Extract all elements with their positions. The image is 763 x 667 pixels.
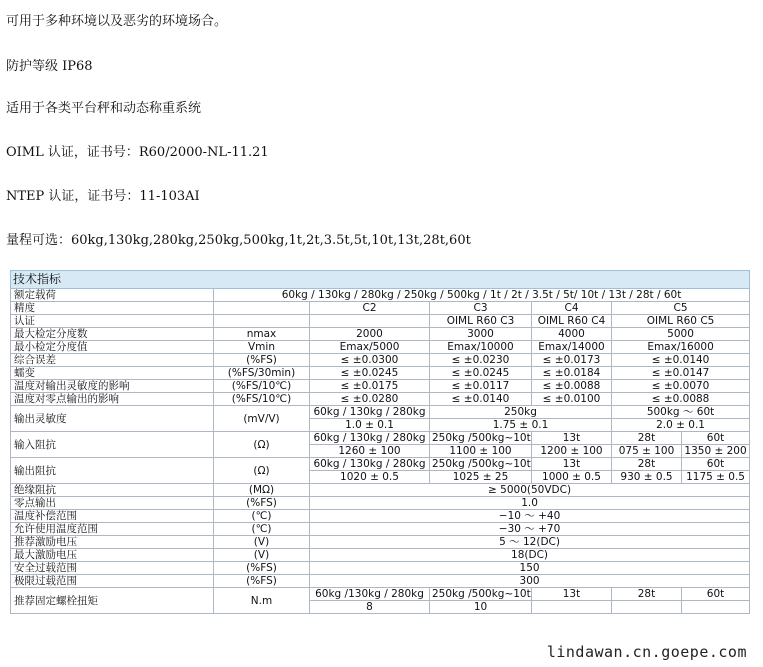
cell-unit bbox=[214, 315, 310, 328]
row-label: 综合误差 bbox=[11, 354, 214, 367]
cell-value: Emax/10000 bbox=[430, 341, 532, 354]
cell-value: ≤ ±0.0070 bbox=[612, 380, 750, 393]
table-row bbox=[11, 510, 750, 523]
cell-unit bbox=[214, 302, 310, 315]
cell-range: 500kg ～ 60t bbox=[612, 406, 750, 419]
cell-value: Emax/14000 bbox=[532, 341, 612, 354]
cell-value: ≤ ±0.0147 bbox=[612, 367, 750, 380]
cell-unit: (%FS) bbox=[214, 575, 310, 588]
cell-unit: (Ω) bbox=[214, 432, 310, 458]
cell-unit: nmax bbox=[214, 328, 310, 341]
cell-value: C4 bbox=[532, 302, 612, 315]
cell-range: 60kg / 130kg / 280kg bbox=[310, 432, 430, 445]
row-label: 蠕变 bbox=[11, 367, 214, 380]
cell-value: ≤ ±0.0245 bbox=[310, 367, 430, 380]
cell-value: ≤ ±0.0280 bbox=[310, 393, 430, 406]
cell-value: C3 bbox=[430, 302, 532, 315]
cell-value: 18(DC) bbox=[310, 549, 750, 562]
cell-value: 4000 bbox=[532, 328, 612, 341]
cell-value: Emax/5000 bbox=[310, 341, 430, 354]
row-label: 推荐激励电压 bbox=[11, 536, 214, 549]
cell-value: ≤ ±0.0140 bbox=[430, 393, 532, 406]
row-label: 绝缘阻抗 bbox=[11, 484, 214, 497]
intro-ntep-cert: NTEP 认证，证书号：11-103AI bbox=[6, 189, 200, 204]
row-label: 输入阻抗 bbox=[11, 432, 214, 458]
intro-capacity-options: 量程可选：60kg,130kg,280kg,250kg,500kg,1t,2t,3.5t,5t,10t,13t,28t,60t bbox=[6, 233, 471, 248]
cell-value: 150 bbox=[310, 562, 750, 575]
cell-value: ≤ ±0.0175 bbox=[310, 380, 430, 393]
row-label: 最小检定分度值 bbox=[11, 341, 214, 354]
cell-range: 13t bbox=[532, 588, 612, 601]
cell-range: 250kg bbox=[430, 406, 612, 419]
cell-value: ≤ ±0.0100 bbox=[532, 393, 612, 406]
watermark-text: lindawan.cn.goepe.com bbox=[546, 643, 747, 661]
cell-unit: (℃) bbox=[214, 510, 310, 523]
cell-range: 60t bbox=[682, 432, 750, 445]
table-row bbox=[11, 406, 750, 419]
cell-range: 60kg /130kg / 280kg bbox=[310, 588, 430, 601]
table-row bbox=[11, 536, 750, 549]
cell-value: ≤ ±0.0173 bbox=[532, 354, 612, 367]
cell-unit: (℃) bbox=[214, 523, 310, 536]
cell-value: 60kg / 130kg / 280kg / 250kg / 500kg / 1t / 2t / 3.5t / 5t/ 10t / 13t / 28t / 60t bbox=[214, 289, 750, 302]
cell-value: 1.0 bbox=[310, 497, 750, 510]
cell-value: 2.0 ± 0.1 bbox=[612, 419, 750, 432]
spec-table bbox=[10, 270, 750, 614]
cell-unit: (Ω) bbox=[214, 458, 310, 484]
cell-range: 60kg / 130kg / 280kg bbox=[310, 406, 430, 419]
spec-table-header bbox=[11, 271, 750, 289]
table-row bbox=[11, 575, 750, 588]
cell-value: OIML R60 C5 bbox=[612, 315, 750, 328]
cell-value: ≤ ±0.0088 bbox=[612, 393, 750, 406]
row-label: 输出灵敏度 bbox=[11, 406, 214, 432]
cell-range: 250kg /500kg~10t bbox=[430, 588, 532, 601]
table-row bbox=[11, 315, 750, 328]
table-row bbox=[11, 523, 750, 536]
table-row bbox=[11, 458, 750, 471]
intro-protection-level: 防护等级 IP68 bbox=[6, 59, 93, 74]
cell-value: Emax/16000 bbox=[612, 341, 750, 354]
cell-unit: (%FS/10℃) bbox=[214, 380, 310, 393]
cell-value: OIML R60 C4 bbox=[532, 315, 612, 328]
table-row bbox=[11, 484, 750, 497]
cell-value: 8 bbox=[310, 601, 430, 614]
table-row bbox=[11, 497, 750, 510]
cell-range: 13t bbox=[532, 458, 612, 471]
cell-value: 1000 ± 0.5 bbox=[532, 471, 612, 484]
cell-value: ≥ 5000(50VDC) bbox=[310, 484, 750, 497]
cell-value: −30 ～ +70 bbox=[310, 523, 750, 536]
cell-unit: (%FS) bbox=[214, 497, 310, 510]
cell-unit: (MΩ) bbox=[214, 484, 310, 497]
cell-value: 1.0 ± 0.1 bbox=[310, 419, 430, 432]
cell-value bbox=[310, 315, 430, 328]
cell-range: 250kg /500kg~10t bbox=[430, 458, 532, 471]
row-label: 安全过载范围 bbox=[11, 562, 214, 575]
cell-range: 13t bbox=[532, 432, 612, 445]
cell-value: 1260 ± 100 bbox=[310, 445, 430, 458]
cell-range: 28t bbox=[612, 432, 682, 445]
cell-value: ≤ ±0.0300 bbox=[310, 354, 430, 367]
cell-unit: (%FS/10℃) bbox=[214, 393, 310, 406]
cell-value: C5 bbox=[612, 302, 750, 315]
row-label: 最大检定分度数 bbox=[11, 328, 214, 341]
intro-environment: 可用于多种环境以及恶劣的环境场合。 bbox=[6, 14, 228, 29]
cell-value: C2 bbox=[310, 302, 430, 315]
table-row bbox=[11, 302, 750, 315]
cell-value: 1025 ± 25 bbox=[430, 471, 532, 484]
cell-range: 60t bbox=[682, 458, 750, 471]
table-row bbox=[11, 380, 750, 393]
cell-value: 10 bbox=[430, 601, 532, 614]
cell-value: 1100 ± 100 bbox=[430, 445, 532, 458]
spec-table-title: 技术指标 bbox=[11, 271, 750, 289]
row-label: 精度 bbox=[11, 302, 214, 315]
cell-value bbox=[682, 601, 750, 614]
row-label: 允许使用温度范围 bbox=[11, 523, 214, 536]
cell-value: OIML R60 C3 bbox=[430, 315, 532, 328]
row-label: 额定载荷 bbox=[11, 289, 214, 302]
table-row bbox=[11, 341, 750, 354]
cell-value bbox=[532, 601, 612, 614]
table-row bbox=[11, 367, 750, 380]
row-label: 极限过载范围 bbox=[11, 575, 214, 588]
cell-range: 28t bbox=[612, 588, 682, 601]
row-label: 推荐固定螺栓扭矩 bbox=[11, 588, 214, 614]
table-row bbox=[11, 328, 750, 341]
cell-unit: (V) bbox=[214, 549, 310, 562]
cell-range: 28t bbox=[612, 458, 682, 471]
cell-value: 1200 ± 100 bbox=[532, 445, 612, 458]
table-row bbox=[11, 562, 750, 575]
cell-value: ≤ ±0.0140 bbox=[612, 354, 750, 367]
table-row bbox=[11, 354, 750, 367]
cell-value: 2000 bbox=[310, 328, 430, 341]
cell-value: 3000 bbox=[430, 328, 532, 341]
cell-unit: (mV/V) bbox=[214, 406, 310, 432]
cell-unit: Vmin bbox=[214, 341, 310, 354]
row-label: 温度对输出灵敏度的影响 bbox=[11, 380, 214, 393]
row-label: 温度对零点输出的影响 bbox=[11, 393, 214, 406]
cell-value: 930 ± 0.5 bbox=[612, 471, 682, 484]
table-row bbox=[11, 393, 750, 406]
cell-unit: N.m bbox=[214, 588, 310, 614]
cell-value bbox=[612, 601, 682, 614]
cell-unit: (V) bbox=[214, 536, 310, 549]
table-row bbox=[11, 588, 750, 601]
cell-value: ≤ ±0.0117 bbox=[430, 380, 532, 393]
cell-value: 075 ± 100 bbox=[612, 445, 682, 458]
table-row bbox=[11, 289, 750, 302]
cell-range: 60kg / 130kg / 280kg bbox=[310, 458, 430, 471]
cell-value: 1175 ± 0.5 bbox=[682, 471, 750, 484]
cell-range: 60t bbox=[682, 588, 750, 601]
cell-value: 300 bbox=[310, 575, 750, 588]
row-label: 温度补偿范围 bbox=[11, 510, 214, 523]
cell-range: 250kg /500kg~10t bbox=[430, 432, 532, 445]
intro-applications: 适用于各类平台秤和动态称重系统 bbox=[6, 101, 202, 116]
cell-value: 5 ～ 12(DC) bbox=[310, 536, 750, 549]
row-label: 最大激励电压 bbox=[11, 549, 214, 562]
row-label: 零点输出 bbox=[11, 497, 214, 510]
table-row bbox=[11, 432, 750, 445]
cell-unit: (%FS/30min) bbox=[214, 367, 310, 380]
cell-value: ≤ ±0.0230 bbox=[430, 354, 532, 367]
cell-unit: (%FS) bbox=[214, 562, 310, 575]
cell-value: 5000 bbox=[612, 328, 750, 341]
cell-value: −10 ～ +40 bbox=[310, 510, 750, 523]
cell-value: 1020 ± 0.5 bbox=[310, 471, 430, 484]
table-row bbox=[11, 549, 750, 562]
row-label: 输出阻抗 bbox=[11, 458, 214, 484]
row-label: 认证 bbox=[11, 315, 214, 328]
cell-unit: (%FS) bbox=[214, 354, 310, 367]
cell-value: 1.75 ± 0.1 bbox=[430, 419, 612, 432]
intro-oiml-cert: OIML 认证，证书号：R60/2000-NL-11.21 bbox=[6, 145, 269, 160]
cell-value: ≤ ±0.0245 bbox=[430, 367, 532, 380]
cell-value: ≤ ±0.0184 bbox=[532, 367, 612, 380]
cell-value: ≤ ±0.0088 bbox=[532, 380, 612, 393]
cell-value: 1350 ± 200 bbox=[682, 445, 750, 458]
